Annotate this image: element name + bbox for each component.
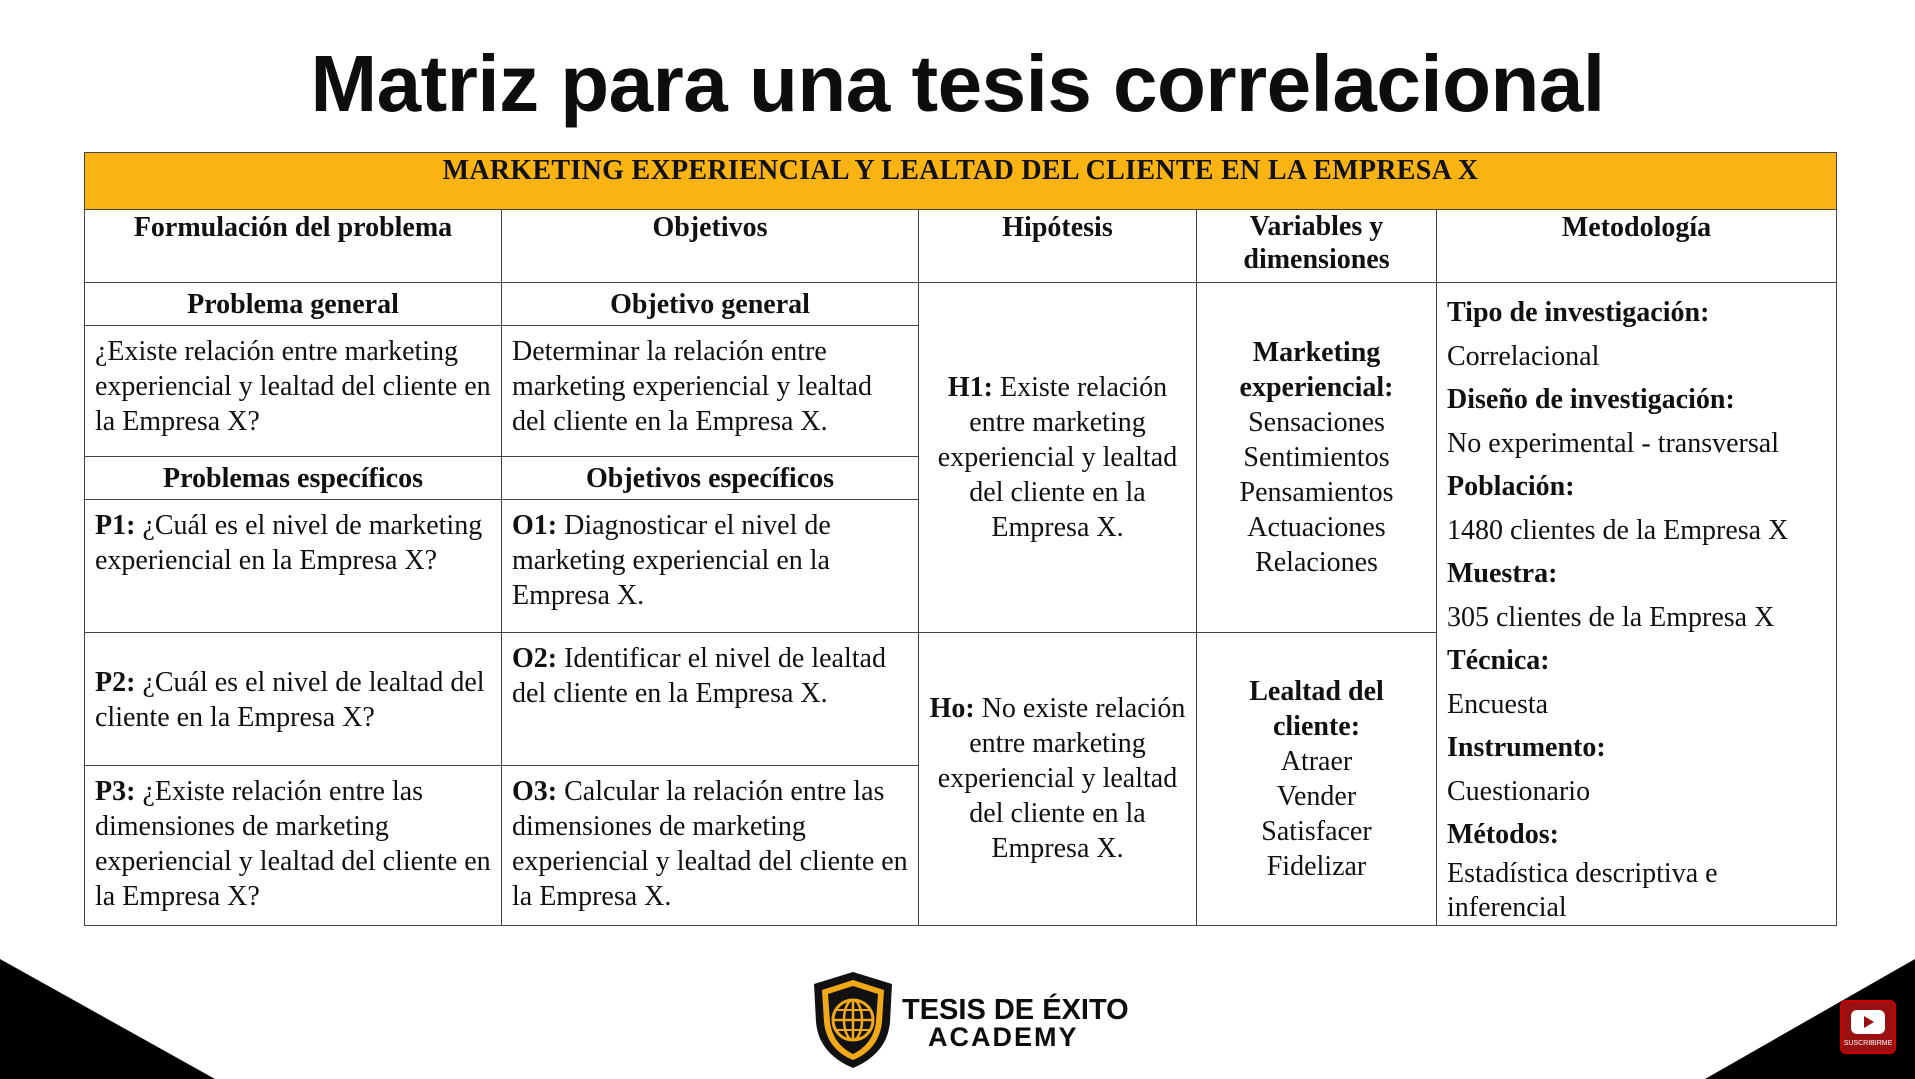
variable-lealtad-cliente xyxy=(1197,633,1437,925)
v1-dim: Sentimientos xyxy=(1243,442,1390,474)
metodos-label: Métodos: xyxy=(1447,819,1559,850)
youtube-subscribe-button[interactable] xyxy=(1840,1000,1896,1054)
objetivo-o2 xyxy=(502,633,919,765)
subscribe-label: SUSCRIBIRME xyxy=(1843,1040,1893,1047)
o3-text: Calcular la relación entre las dimensiones de marketing experiencial y lealtad del cliente en la Empresa X. xyxy=(512,775,908,912)
v2-dim: Satisfacer xyxy=(1261,815,1372,847)
muestra-value: 305 clientes de la Empresa X xyxy=(1447,601,1775,633)
v2-dim: Fidelizar xyxy=(1266,850,1367,882)
hipotesis-h1 xyxy=(919,283,1197,633)
header-row xyxy=(85,210,1837,283)
problema-general-label: Problema general xyxy=(85,283,502,326)
youtube-play-icon xyxy=(1851,1010,1885,1034)
variable-marketing-experiencial xyxy=(1197,283,1437,633)
header-variables xyxy=(1197,210,1437,283)
objetivo-o1 xyxy=(502,500,919,633)
v1-dim: Relaciones xyxy=(1255,547,1378,579)
o1-text: Diagnosticar el nivel de marketing experiencial en la Empresa X. xyxy=(512,510,831,611)
objetivo-general-text: Determinar la relación entre marketing experiencial y lealtad del cliente en la Empresa X. xyxy=(502,326,919,457)
o2-label: O2: xyxy=(512,643,558,675)
header-hipotesis: Hipótesis xyxy=(919,210,1197,283)
instrumento-value: Cuestionario xyxy=(1447,775,1591,807)
tipo-value: Correlacional xyxy=(1447,340,1600,372)
ho-text: No existe relación entre marketing experiencial y lealtad del cliente en la Empresa X. xyxy=(937,693,1186,865)
metodos-value: Estadística descriptiva e inferencial xyxy=(1447,857,1718,923)
h1-label: H1: xyxy=(947,372,993,404)
banner-row xyxy=(85,153,1837,210)
o1-label: O1: xyxy=(512,510,558,541)
problema-p2 xyxy=(85,633,502,765)
v2-dim: Atraer xyxy=(1280,745,1353,777)
h1-text: Existe relación entre marketing experiencial y lealtad del cliente en la Empresa X. xyxy=(937,372,1178,544)
diseno-label: Diseño de investigación: xyxy=(1447,384,1735,415)
logo-line2: ACADEMY xyxy=(928,1022,1079,1052)
hipotesis-ho xyxy=(919,633,1197,925)
header-objetivos: Objetivos xyxy=(502,210,919,283)
tecnica-label: Técnica: xyxy=(1447,645,1550,676)
slide-title: Matriz para una tesis correlacional xyxy=(310,39,1605,128)
v1-dim: Actuaciones xyxy=(1247,512,1386,544)
muestra-label: Muestra: xyxy=(1447,558,1558,589)
academy-logo xyxy=(810,970,1129,1070)
decor-triangle-left xyxy=(0,959,215,1079)
p1-text: ¿Cuál es el nivel de marketing experiencial en la Empresa X? xyxy=(95,510,483,576)
p2-text: ¿Cuál es el nivel de lealtad del cliente en la Empresa X? xyxy=(95,666,485,733)
objetivo-o3 xyxy=(502,765,919,925)
v2-dim: Vender xyxy=(1276,780,1357,812)
problema-general-text: ¿Existe relación entre marketing experiencial y lealtad del cliente en la Empresa X? xyxy=(85,326,502,457)
instrumento-label: Instrumento: xyxy=(1447,732,1606,763)
poblacion-value: 1480 clientes de la Empresa X xyxy=(1447,514,1789,546)
p3-label: P3: xyxy=(95,775,136,807)
problema-p1 xyxy=(85,500,502,633)
diseno-value: No experimental - transversal xyxy=(1447,427,1779,459)
header-problema: Formulación del problema xyxy=(85,210,502,283)
p1-label: P1: xyxy=(95,510,136,541)
logo-line1: TESIS DE ÉXITO xyxy=(902,994,1129,1026)
v1-title: Marketing experiencial: xyxy=(1239,337,1394,404)
tipo-label: Tipo de investigación: xyxy=(1447,297,1710,328)
metodologia-cell xyxy=(1437,283,1837,926)
poblacion-label: Población: xyxy=(1447,471,1575,502)
p2-label: P2: xyxy=(95,666,136,698)
objetivo-general-label: Objetivo general xyxy=(502,283,919,326)
objetivos-especificos-label: Objetivos específicos xyxy=(502,457,919,500)
header-variables-label: Variables y dimensiones xyxy=(1243,211,1390,275)
banner-title: MARKETING EXPERIENCIAL Y LEALTAD DEL CLIENTE EN LA EMPRESA X xyxy=(85,153,1837,210)
o3-label: O3: xyxy=(512,775,558,807)
p3-text: ¿Existe relación entre las dimensiones de marketing experiencial y lealtad del cliente en la Empresa X? xyxy=(95,775,491,912)
v2-title: Lealtad del cliente: xyxy=(1249,675,1384,742)
tecnica-value: Encuesta xyxy=(1447,688,1549,720)
shield-globe-icon xyxy=(810,970,896,1070)
ho-label: Ho: xyxy=(929,693,975,725)
o2-text: Identificar el nivel de lealtad del cliente en la Empresa X. xyxy=(512,643,886,710)
problema-p3 xyxy=(85,765,502,925)
header-metodologia: Metodología xyxy=(1437,210,1837,283)
research-matrix-table xyxy=(84,152,1837,926)
v1-dim: Sensaciones xyxy=(1248,407,1385,439)
problemas-especificos-label: Problemas específicos xyxy=(85,457,502,500)
v1-dim: Pensamientos xyxy=(1239,477,1394,509)
